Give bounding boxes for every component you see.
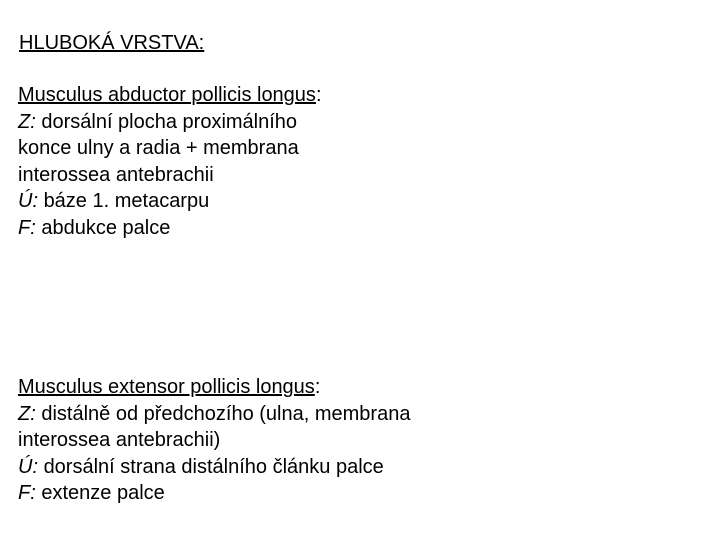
function-text: extenze palce	[41, 482, 165, 504]
function-label: F:	[18, 482, 36, 504]
function-label: F:	[18, 216, 36, 239]
insertion-text: báze 1. metacarpu	[43, 190, 210, 212]
origin-text: dorsální plocha proximálního	[41, 110, 298, 133]
muscle-name: Musculus extensor pollicis longus	[18, 376, 315, 398]
origin-label: Z:	[18, 110, 36, 133]
function-text: abdukce palce	[41, 216, 171, 239]
muscle-name: Musculus abductor pollicis longus	[18, 84, 316, 106]
muscle-name-colon: :	[314, 376, 321, 398]
origin-line-cont: interossea antebrachii)	[18, 429, 221, 451]
insertion-line	[18, 454, 410, 481]
muscle-name-line	[18, 374, 410, 401]
insertion-text: dorsální strana distálního článku palce	[43, 455, 384, 478]
origin-text: distálně od předchozího (ulna, membrana	[41, 402, 411, 425]
origin-line	[18, 109, 322, 136]
function-line	[18, 480, 410, 507]
insertion-line	[18, 188, 322, 215]
muscle-name-line	[18, 82, 322, 109]
muscle-block-extensor	[18, 374, 410, 507]
origin-line-cont: interossea antebrachii	[18, 163, 214, 186]
muscle-block-abductor	[18, 82, 322, 241]
origin-label: Z:	[18, 402, 36, 425]
function-line	[18, 215, 322, 242]
origin-line	[18, 401, 410, 428]
section-heading: HLUBOKÁ VRSTVA:	[19, 32, 205, 54]
muscle-name-colon: :	[315, 84, 322, 106]
insertion-label: Ú:	[18, 455, 38, 478]
origin-line-cont: konce ulny a radia + membrana	[18, 137, 299, 159]
insertion-label: Ú:	[18, 190, 38, 212]
